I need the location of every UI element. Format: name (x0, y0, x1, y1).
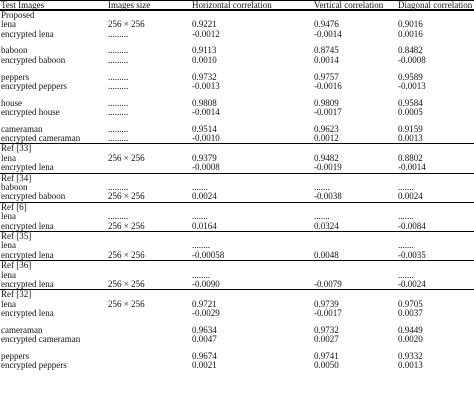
cell-diagonal: -0.0014 (398, 162, 426, 173)
cell-horizontal: 0.9514 (192, 123, 217, 134)
cell-diagonal: -0.0008 (398, 54, 426, 65)
cell-diagonal: 0.0037 (398, 308, 423, 319)
cell-horizontal: -0.0012 (192, 28, 220, 39)
cell-diagonal: 0.9584 (398, 97, 423, 108)
cell-diagonal: 0.0024 (398, 191, 423, 202)
table-row (0, 192, 474, 201)
cell-horizontal: 0.9379 (192, 152, 217, 163)
cell-vertical: 0.9741 (314, 350, 339, 361)
cell-horizontal: ....... (192, 182, 208, 193)
cell-horizontal: -0.0008 (192, 162, 220, 173)
cell-diagonal: -0.0084 (398, 220, 426, 231)
cell-diagonal: 0.0005 (398, 107, 423, 118)
table-row (0, 251, 474, 260)
cell-test-image: lena (1, 211, 16, 222)
cell-vertical: 0.9623 (314, 123, 339, 134)
section-label: Ref [35] (1, 231, 32, 241)
cell-horizontal: 0.0024 (192, 191, 217, 202)
cell-vertical: ....... (314, 211, 330, 222)
section-label: Ref [34] (1, 172, 32, 183)
header-test-images: Test Images (1, 0, 45, 10)
section-row (0, 260, 474, 270)
cell-vertical: -0.0017 (314, 308, 342, 319)
cell-horizontal: ........ (192, 240, 210, 251)
cell-test-image: encrypted peppers (1, 360, 67, 371)
cell-vertical: 0.9482 (314, 152, 339, 163)
cell-test-image: encrypted lena (1, 249, 54, 260)
table-row (0, 163, 474, 172)
cell-test-image: lena (1, 298, 16, 309)
cell-vertical: 0.9757 (314, 71, 339, 82)
cell-vertical: ....... (314, 182, 330, 193)
cell-diagonal: 0.8802 (398, 152, 423, 163)
cell-test-image: lena (1, 269, 16, 280)
cell-images-size: ......... (108, 71, 129, 82)
cell-images-size: 256 × 256 (108, 19, 145, 30)
cell-vertical: 0.9476 (314, 19, 339, 30)
cell-diagonal: 0.0013 (398, 360, 423, 371)
cell-vertical: 0.0027 (314, 334, 339, 345)
cell-diagonal: ....... (398, 211, 414, 222)
cell-images-size: 256 × 256 (108, 152, 145, 163)
cell-horizontal: 0.0021 (192, 360, 217, 371)
table-body (0, 10, 474, 371)
cell-vertical: 0.9809 (314, 97, 339, 108)
cell-diagonal: 0.9159 (398, 123, 423, 134)
cell-diagonal: 0.9705 (398, 298, 423, 309)
cell-horizontal: 0.0164 (192, 220, 217, 231)
table-row (0, 309, 474, 318)
cell-horizontal: 0.9721 (192, 298, 217, 309)
cell-test-image: encrypted lena (1, 278, 54, 289)
cell-vertical: -0.0079 (314, 278, 342, 289)
cell-diagonal: 0.0020 (398, 334, 423, 345)
cell-horizontal: 0.9674 (192, 350, 217, 361)
cell-vertical: 0.0014 (314, 54, 339, 65)
cell-test-image: encrypted cameraman (1, 133, 81, 144)
table-row (0, 108, 474, 117)
cell-diagonal: 0.9332 (398, 350, 423, 361)
cell-vertical: -0.0016 (314, 80, 342, 91)
cell-diagonal: 0.0013 (398, 133, 423, 144)
cell-horizontal: 0.9808 (192, 97, 217, 108)
cell-images-size: ......... (108, 182, 129, 193)
cell-test-image: house (1, 97, 22, 108)
cell-vertical: 0.9739 (314, 298, 339, 309)
cell-images-size: ......... (108, 80, 129, 91)
cell-images-size: ......... (108, 107, 129, 118)
cell-horizontal: 0.0047 (192, 334, 217, 345)
cell-vertical: 0.0050 (314, 360, 339, 371)
cell-images-size: ......... (108, 97, 129, 108)
cell-diagonal: 0.9449 (398, 324, 423, 335)
table-row (0, 280, 474, 289)
cell-vertical: 0.0048 (314, 249, 339, 260)
cell-images-size: 256 × 256 (108, 249, 145, 260)
cell-test-image: baboon (1, 182, 28, 193)
section-label: Ref [6] (1, 201, 27, 212)
section-label: Ref [33] (1, 143, 32, 154)
table-row (0, 361, 474, 370)
cell-images-size: ......... (108, 28, 129, 39)
cell-horizontal: -0.0014 (192, 107, 220, 118)
cell-vertical: -0.0014 (314, 28, 342, 39)
cell-test-image: lena (1, 19, 16, 30)
cell-test-image: encrypted house (1, 107, 60, 118)
cell-horizontal: -0.0090 (192, 278, 220, 289)
cell-test-image: peppers (1, 71, 29, 82)
table-row (0, 82, 474, 91)
cell-test-image: peppers (1, 350, 29, 361)
header-vertical-correlation: Vertical correlation (314, 0, 384, 10)
cell-images-size: 256 × 256 (108, 278, 145, 289)
cell-images-size: ......... (108, 54, 129, 65)
cell-diagonal: 0.0016 (398, 28, 423, 39)
table-row (0, 30, 474, 39)
cell-diagonal: ....... (398, 269, 414, 280)
cell-test-image: encrypted lena (1, 162, 54, 173)
cell-images-size: ......... (108, 123, 129, 134)
cell-test-image: encrypted lena (1, 308, 54, 319)
cell-vertical: 0.9732 (314, 324, 339, 335)
cell-test-image: cameraman (1, 324, 43, 335)
cell-images-size: ......... (108, 211, 129, 222)
cell-test-image: encrypted baboon (1, 54, 66, 65)
header-diagonal-correlation: Diagonal correlation (398, 0, 473, 10)
cell-vertical: -0.0038 (314, 191, 342, 202)
cell-horizontal: -0.00058 (192, 249, 225, 260)
cell-images-size: 256 × 256 (108, 191, 145, 202)
cell-vertical: 0.0012 (314, 133, 339, 144)
cell-horizontal: 0.9113 (192, 45, 217, 56)
cell-test-image: encrypted cameraman (1, 334, 81, 345)
cell-diagonal: 0.9016 (398, 19, 423, 30)
cell-vertical: 0.8745 (314, 45, 339, 56)
cell-diagonal: 0.8482 (398, 45, 423, 56)
header-images-size: Images size (108, 0, 151, 10)
section-label: Proposed (1, 10, 35, 20)
cell-horizontal: ....... (192, 211, 208, 222)
cell-horizontal: 0.0010 (192, 54, 217, 65)
cell-test-image: lena (1, 240, 16, 251)
cell-vertical: 0.0324 (314, 220, 339, 231)
cell-horizontal: 0.9221 (192, 19, 217, 30)
cell-horizontal: -0.0010 (192, 133, 220, 144)
header-horizontal-correlation: Horizontal correlation (192, 0, 272, 10)
cell-diagonal: 0.9589 (398, 71, 423, 82)
cell-diagonal: -0.0013 (398, 80, 426, 91)
cell-test-image: lena (1, 152, 16, 163)
cell-diagonal: ....... (398, 182, 414, 193)
section-label: Ref [36] (1, 260, 32, 271)
table-header (0, 0, 474, 10)
cell-test-image: cameraman (1, 123, 43, 134)
cell-horizontal: 0.9634 (192, 324, 217, 335)
table-row (0, 335, 474, 344)
cell-horizontal: -0.0013 (192, 80, 220, 91)
cell-images-size: ......... (108, 133, 129, 144)
cell-test-image: encrypted peppers (1, 80, 67, 91)
cell-vertical: -0.0017 (314, 107, 342, 118)
cell-vertical: -0.0019 (314, 162, 342, 173)
table-row (0, 222, 474, 231)
cell-horizontal: 0.9732 (192, 71, 217, 82)
cell-diagonal: -0.0035 (398, 249, 426, 260)
section-label: Ref [32] (1, 289, 32, 300)
cell-diagonal: -0.0024 (398, 278, 426, 289)
cell-test-image: baboon (1, 45, 28, 56)
cell-images-size: ......... (108, 45, 129, 56)
table-row (0, 56, 474, 65)
cell-images-size: 256 × 256 (108, 220, 145, 231)
table-row (0, 134, 474, 143)
cell-images-size: 256 × 256 (108, 298, 145, 309)
cell-horizontal: -0.0029 (192, 308, 220, 319)
cell-diagonal: ....... (398, 240, 414, 251)
cell-test-image: encrypted lena (1, 28, 54, 39)
cell-horizontal: ........ (192, 269, 210, 280)
cell-test-image: encrypted baboon (1, 191, 66, 202)
cell-test-image: encrypted lena (1, 220, 54, 231)
